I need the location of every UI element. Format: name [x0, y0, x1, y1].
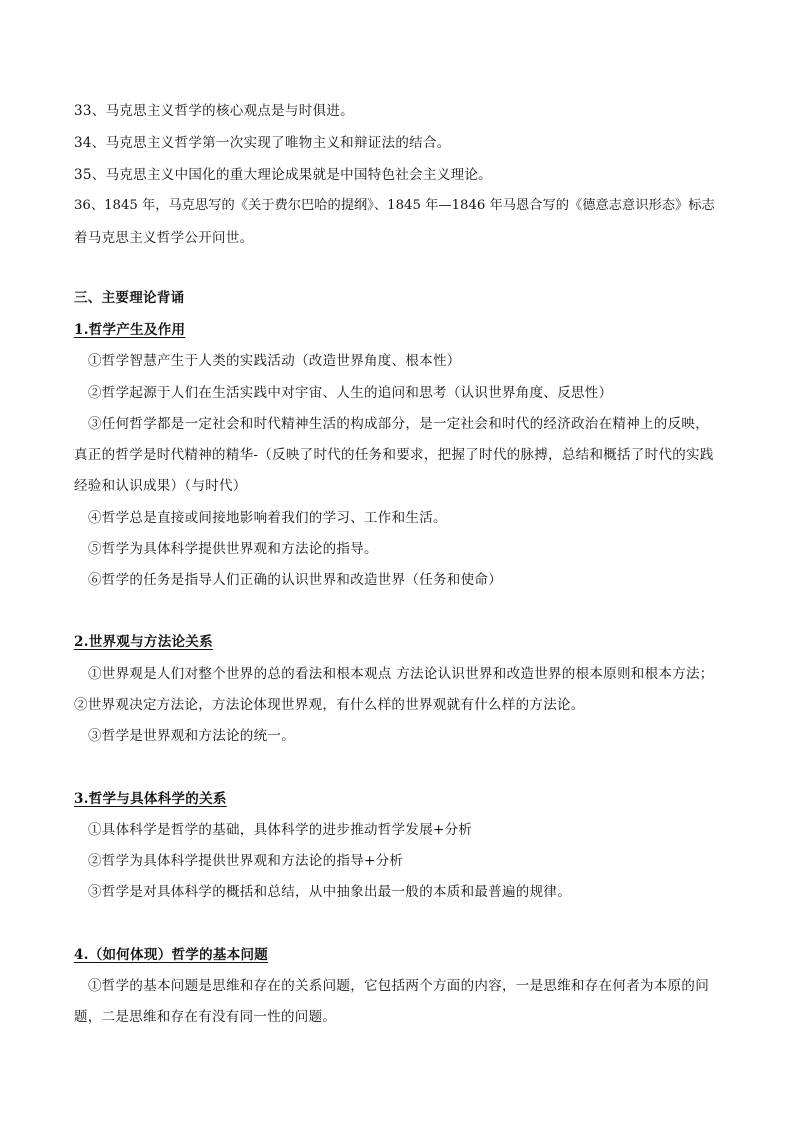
section-title: 三、主要理论背诵	[74, 290, 185, 306]
list-item-36-continued: 着马克思主义哲学公开问世。	[74, 230, 254, 246]
topic-1-line: ①哲学智慧产生于人类的实践活动（改造世界角度、根本性）	[88, 353, 461, 369]
list-item-33: 33、马克思主义哲学的核心观点是与时俱进。	[74, 103, 354, 119]
topic-2-title: 2.世界观与方法论关系	[74, 634, 213, 650]
topic-1-line: ④哲学总是直接或间接地影响着我们的学习、工作和生活。	[88, 510, 447, 526]
topic-1-line: ②哲学起源于人们在生活实践中对宇宙、人生的追问和思考（认识世界角度、反思性）	[88, 385, 613, 401]
document-page	[74, 0, 726, 1123]
topic-3-line: ③哲学是对具体科学的概括和总结，从中抽象出最一般的本质和最普遍的规律。	[88, 884, 571, 900]
topic-1-line: 经验和认识成果）（与时代）	[74, 478, 247, 494]
list-item-36: 36、1845 年，马克思写的《关于费尔巴哈的提纲》、1845 年—1846 年马恩合写的《德意志意识形态》标志	[74, 198, 715, 213]
topic-4-line: 题，二是思维和存在有没有同一性的问题。	[74, 1009, 337, 1025]
topic-1-line: ③任何哲学都是一定社会和时代精神生活的构成部分，是一定社会和时代的经济政治在精神上的反映，	[88, 416, 709, 432]
topic-1-line: ⑥哲学的任务是指导人们正确的认识世界和改造世界（任务和使命）	[88, 572, 502, 588]
topic-3-line: ①具体科学是哲学的基础，具体科学的进步推动哲学发展+分析	[88, 822, 473, 838]
topic-1-line: ⑤哲学为具体科学提供世界观和方法论的指导。	[88, 541, 378, 557]
topic-4-title: 4.（如何体现）哲学的基本问题	[74, 947, 269, 963]
topic-3-line: ②哲学为具体科学提供世界观和方法论的指导+分析	[88, 853, 404, 869]
topic-3-title: 3.哲学与具体科学的关系	[74, 791, 227, 807]
topic-4-line: ①哲学的基本问题是思维和存在的关系问题，它包括两个方面的内容，一是思维和存在何者为本原的问	[88, 978, 709, 994]
list-item-35: 35、马克思主义中国化的重大理论成果就是中国特色社会主义理论。	[74, 167, 492, 183]
topic-1-line: 真正的哲学是时代精神的精华-（反映了时代的任务和要求，把握了时代的脉搏，总结和概括了时代的实践	[74, 447, 714, 463]
topic-2-line: ②世界观决定方法论，方法论体现世界观，有什么样的世界观就有什么样的方法论。	[74, 697, 585, 713]
topic-2-line: ③哲学是世界观和方法论的统一。	[88, 728, 295, 744]
topic-2-line: ①世界观是人们对整个世界的总的看法和根本观点 方法论认识世界和改造世界的根本原则和根本方法；	[88, 666, 714, 682]
list-item-34: 34、马克思主义哲学第一次实现了唯物主义和辩证法的结合。	[74, 135, 451, 151]
topic-1-title: 1.哲学产生及作用	[74, 322, 186, 338]
